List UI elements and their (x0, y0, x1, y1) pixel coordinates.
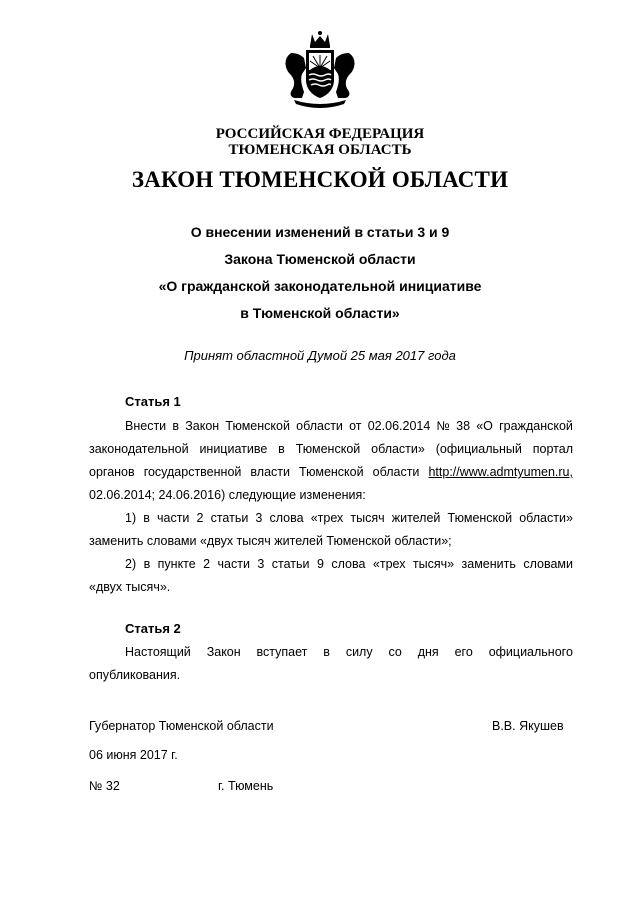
word: части (156, 511, 190, 525)
header-country: РОССИЙСКАЯ ФЕДЕРАЦИЯ (215, 126, 425, 142)
word: от (349, 419, 362, 433)
word: «О (476, 419, 493, 433)
word: в (278, 442, 285, 456)
word: дня (417, 645, 439, 659)
article-1-line (125, 419, 573, 433)
word: Настоящий (125, 645, 191, 659)
word: в (323, 645, 330, 659)
word: 9 (316, 557, 324, 571)
word: словами (523, 557, 573, 571)
word: жителей (391, 511, 441, 525)
title-line: Закона Тюменской области (224, 251, 416, 267)
word: 3 (257, 557, 265, 571)
signing-date: 06 июня 2017 г. (89, 748, 178, 762)
word: в (143, 511, 150, 525)
word: Тюменской (295, 442, 361, 456)
title-line: О внесении изменений в статьи 3 и 9 (190, 224, 450, 240)
word: статьи (210, 511, 249, 525)
adoption-note: Принят областной Думой 25 мая 2017 года (184, 348, 456, 363)
word: заменить (461, 557, 516, 571)
word: Закон (206, 645, 241, 659)
header-region: ТЮМЕНСКАЯ ОБЛАСТЬ (228, 142, 412, 158)
word: области» (519, 511, 573, 525)
word: слова (331, 557, 366, 571)
word: части (217, 557, 250, 571)
article-2-heading: Статья 2 (125, 621, 181, 636)
word: 02.06.2014 (367, 419, 431, 433)
header-law-title: ЗАКОН ТЮМЕНСКОЙ ОБЛАСТИ (131, 167, 509, 192)
word: области» (371, 442, 425, 456)
word: силу (345, 645, 373, 659)
word: вступает (256, 645, 308, 659)
title-line: в Тюменской области» (240, 305, 400, 321)
word: слова (269, 511, 304, 525)
word: тысяч» (412, 557, 455, 571)
word: портал (532, 442, 573, 456)
governor-name: В.В. Якушев (492, 719, 564, 733)
word: его (454, 645, 473, 659)
word: 2 (203, 557, 211, 571)
word: Тюменской (447, 511, 513, 525)
word: статьи (271, 557, 310, 571)
word: органов (89, 465, 135, 479)
word: области (296, 419, 343, 433)
article-1-line (89, 465, 573, 479)
word: Тюменской (225, 419, 290, 433)
word: законодательной (89, 442, 189, 456)
governor-title: Губернатор Тюменской области (89, 719, 274, 733)
word: «трех (372, 557, 406, 571)
word: «трех (310, 511, 344, 525)
word: Тюменской (299, 465, 364, 479)
word: пункте (157, 557, 196, 571)
coat-of-arms-emblem (282, 28, 358, 110)
word: № (436, 419, 450, 433)
portal-link[interactable]: http://www.admtyumen.ru, (428, 465, 573, 479)
word: государственной (143, 465, 242, 479)
word: в (143, 557, 151, 571)
word: 2 (196, 511, 204, 525)
word: 38 (456, 419, 471, 433)
word: со (388, 645, 402, 659)
word: власти (250, 465, 290, 479)
article-1-item-2 (125, 557, 573, 571)
word: 2) (125, 557, 137, 571)
article-2-line (125, 645, 573, 659)
article-1-item-1 (125, 511, 573, 525)
signing-city: г. Тюмень (218, 779, 274, 793)
article-1-line: 02.06.2014; 24.06.2016) следующие изменения: (89, 488, 366, 502)
law-number: № 32 (89, 779, 120, 793)
article-1-heading: Статья 1 (125, 394, 181, 409)
word: тысяч (350, 511, 385, 525)
word: Закон (185, 419, 220, 433)
article-2-line-cont: опубликования. (89, 668, 181, 682)
word: официального (488, 645, 573, 659)
word: 1) (125, 511, 137, 525)
word: (официальный (435, 442, 522, 456)
article-1-item-2-cont: «двух тысяч». (89, 580, 171, 594)
word: Внести (125, 419, 167, 433)
article-1-line (89, 442, 573, 456)
law-subject-title (0, 219, 640, 327)
article-1-item-1-cont: заменить словами «двух тысяч жителей Тюменской области»; (89, 534, 452, 548)
word: области (372, 465, 420, 479)
word: 3 (255, 511, 263, 525)
word: гражданской (499, 419, 573, 433)
word: инициативе (199, 442, 268, 456)
word: в (172, 419, 179, 433)
title-line: «О гражданской законодательной инициативе (158, 278, 482, 294)
